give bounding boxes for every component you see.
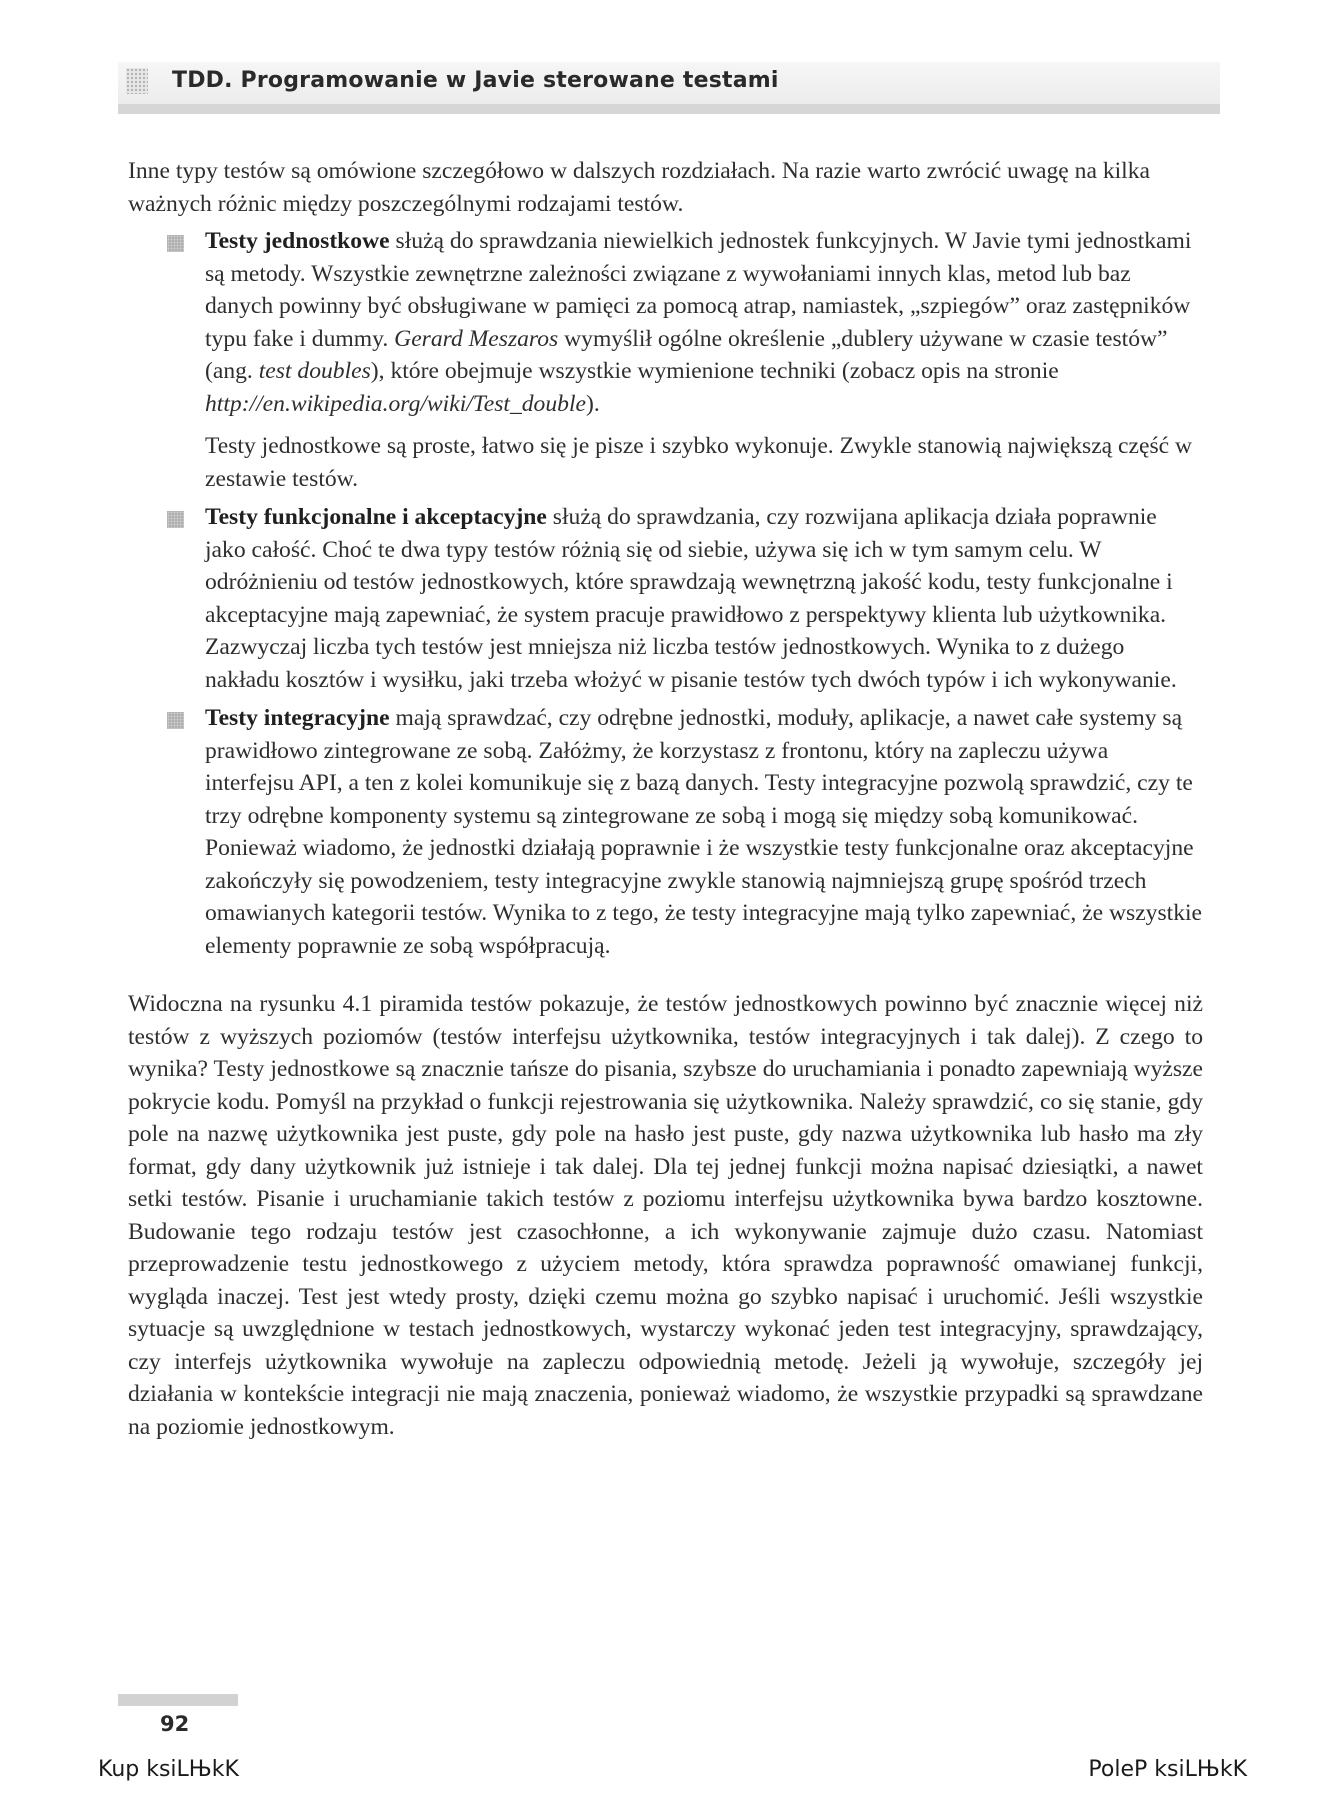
bullet-text: służą do sprawdzania, czy rozwijana aplikacja działa poprawnie jako całość. Choć te dwa typy testów różnią się od siebie, używa się ich w tym samym celu. W odróżnieniu od testów jednostkowych, które sprawdzają wewnętrzną jakość kodu, testy funkcjonalne i akceptacyjne mają zapewniać, że system pracuje prawidłowo z perspektywy klienta lub użytkownika. Zazwyczaj liczba tych testów jest mniejsza niż liczba testów jednostkowych. Wynika to z dużego nakładu kosztów i wysiłku, jaki trzeba włożyć w pisanie testów tych dwóch typów i ich wykonywanie. [205,504,1177,693]
bullet-paragraph [205,702,1203,962]
bullet-paragraph [205,501,1203,696]
bullet-term: Testy integracyjne [205,705,390,731]
bullet-square-icon [167,511,184,528]
footer-recommend-link[interactable]: PoleP ksiLЊkK [1088,1757,1247,1782]
running-header [118,62,1220,114]
bullet-extra-paragraph: Testy jednostkowe są proste, łatwo się je pisze i szybko wykonuje. Zwykle stanowią największą część w zestawie testów. [205,433,1193,492]
bullet-square-icon [167,712,184,729]
bullet-text: ), które obejmuje wszystkie wymienione techniki (zobacz opis na stronie [370,358,1059,384]
bullet-square-icon [167,235,184,252]
bullet-text: mają sprawdzać, czy odrębne jednostki, moduły, aplikacje, a nawet całe systemy są prawidłowo zintegrowane ze sobą. Załóżmy, że korzystasz z frontonu, który na zapleczu używa interfejsu API, a ten z kolei komunikuje się z bazą danych. Testy integracyjne pozwolą sprawdzić, czy te trzy odrębne komponenty systemu są zintegrowane ze sobą i mogą się między sobą komunikować. Ponieważ wiadomo, że jednostki działają poprawnie i że wszystkie testy funkcjonalne oraz akceptacyjne zakończyły się powodzeniem, testy integracyjne zwykle stanowią najmniejszą grupę spośród trzech omawianych kategorii testów. Wynika to z tego, że testy integracyjne mają tylko zapewniać, że wszystkie elementy poprawnie ze sobą współpracują. [205,705,1203,959]
bullet-paragraph [205,225,1203,420]
bullet-list [128,225,1203,962]
bullet-text: wymyślił ogólne określenie „dublery używane w czasie testów” (ang. [205,325,1168,384]
footer-buy-link[interactable]: Kup ksiLЊkK [98,1757,239,1782]
bullet-text: ). [585,390,600,417]
bullet-item-integration-tests [128,702,1203,962]
page-content [128,155,1203,1443]
page-number: 92 [160,1712,190,1736]
header-title: TDD. Programowanie w Javie sterowane testami [172,68,779,93]
bullet-term: Testy jednostkowe [205,228,390,254]
intro-paragraph: Inne typy testów są omówione szczegółowo w dalszych rozdziałach. Na razie warto zwrócić uwagę na kilka ważnych różnic między poszczególnymi rodzajami testów. [128,158,1150,217]
header-pattern-icon [126,68,148,94]
final-paragraph: Widoczna na rysunku 4.1 piramida testów pokazuje, że testów jednostkowych powinno być znacznie więcej niż testów z wyższych poziomów (testów interfejsu użytkownika, testów integracyjnych i tak dalej). Z czego to wynika? Testy jednostkowe są znacznie tańsze do pisania, szybsze do uruchamiania i ponadto zapewniają wyższe pokrycie kodu. Pomyśl na przykład o funkcji rejestrowania się użytkownika. Należy sprawdzić, co się stanie, gdy pole na nazwę użytkownika jest puste, gdy pole na hasło jest puste, gdy nazwa użytkownika lub hasło ma zły format, gdy dany użytkownik już istnieje i tak dalej. Dla tej jednej funkcji można napisać dziesiątki, a nawet setki testów. Pisanie i uruchamianie takich testów z poziomu interfejsu użytkownika bywa bardzo kosztowne. Budowanie tego rodzaju testów jest czasochłonne, a ich wykonywanie zajmuje dużo czasu. Natomiast przeprowadzenie testu jednostkowego z użyciem metody, która sprawdza poprawność omawianej funkcji, wygląda inaczej. Test jest wtedy prosty, dzięki czemu można go szybko napisać i uruchomić. Jeśli wszystkie sytuacje są uwzględnione w testach jednostkowych, wystarczy wykonać jeden test integracyjny, sprawdzający, czy interfejs użytkownika wywołuje na zapleczu odpowiednią metodę. Jeżeli ją wywołuje, szczegóły jej działania w kontekście integracji nie mają znaczenia, ponieważ wiadomo, że wszystkie przypadki są sprawdzane na poziomie jednostkowym. [128,991,1203,1440]
bullet-term: Testy funkcjonalne i akceptacyjne [205,504,547,530]
page-number-bar [118,1694,238,1706]
author-name: Gerard Meszaros [394,325,559,352]
bullet-item-unit-tests [128,225,1203,495]
reference-url: http://en.wikipedia.org/wiki/Test_double [205,390,586,417]
bullet-item-functional-tests [128,501,1203,696]
english-term: test doubles [258,358,371,384]
bullet-text: służą do sprawdzania niewielkich jednostek funkcyjnych. W Javie tymi jednostkami są metody. Wszystkie zewnętrzne zależności związane z wywołaniami innych klas, metod lub baz danych powinny być obsługiwane w pamięci za pomocą atrap, namiastek, „szpiegów” oraz zastępników typu fake i dummy. [205,228,1192,352]
